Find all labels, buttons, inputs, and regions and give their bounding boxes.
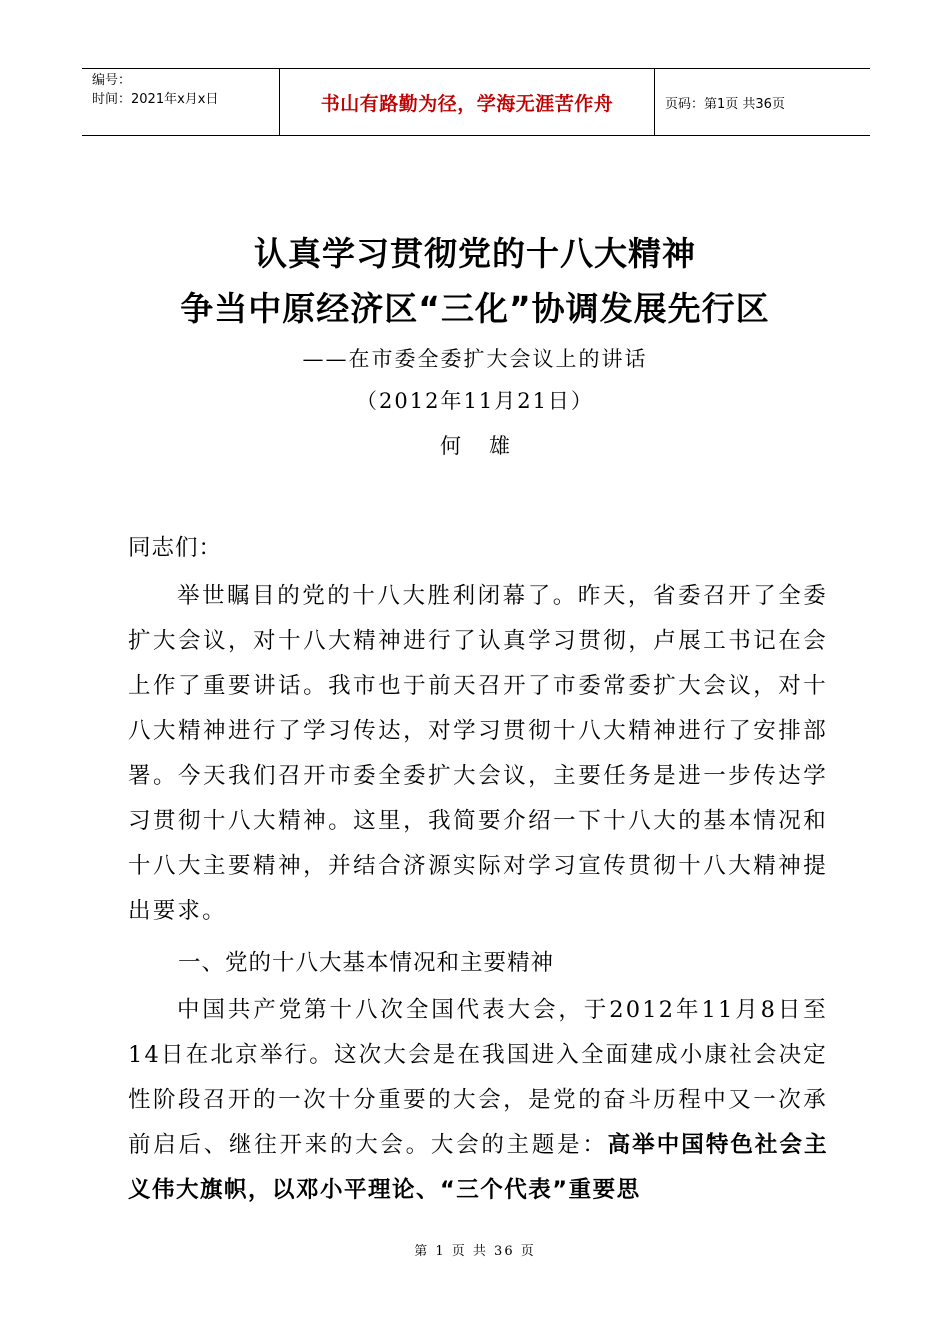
document-date: （2012年11月21日） bbox=[356, 389, 594, 413]
header-page-number: 页码：第1页 共36页 bbox=[665, 96, 785, 112]
date-label: 时间：2021年x月x日 bbox=[92, 92, 219, 107]
document-header bbox=[82, 68, 870, 136]
paragraph-emphasis: 高举中国特色社会主义伟大旗帜，以邓小平理论、“三个代表”重要思 bbox=[128, 1132, 828, 1203]
document-author: 何雄 bbox=[440, 434, 538, 458]
body-paragraph bbox=[128, 988, 828, 1213]
page-footer: 第 1 页 共 36 页 bbox=[414, 1244, 536, 1259]
body-paragraph: 举世瞩目的党的十八大胜利闭幕了。昨天，省委召开了全委扩大会议，对十八大精神进行了认真学习贯彻，卢展工书记在会上作了重要讲话。我市也于前天召开了市委常委扩大会议，对十八大精神进行了学习传达，对学习贯彻十八大精神进行了安排部署。今天我们召开市委全委扩大会议，主要任务是进一步传达学习贯彻十八大精神。这里，我简要介绍一下十八大的基本情况和十八大主要精神，并结合济源实际对学习宣传贯彻十八大精神提出要求。 bbox=[128, 583, 828, 924]
document-subtitle: ——在市委全委扩大会议上的讲话 bbox=[302, 347, 648, 371]
salutation: 同志们： bbox=[128, 535, 223, 561]
serial-number-label: 编号： bbox=[92, 73, 132, 88]
document-title-line2: 争当中原经济区“三化”协调发展先行区 bbox=[180, 289, 770, 328]
header-info-cell bbox=[82, 69, 280, 135]
document-title-line1: 认真学习贯彻党的十八大精神 bbox=[254, 234, 696, 273]
paragraph-text: 中国共产党第十八次全国代表大会，于2012年11月8日至14日在北京举行。这次大会是在我国进入全面建成小康社会决定性阶段召开的一次十分重要的大会，是党的奋斗历程中又一次承前启后、继往开来的大会。大会的主题是： bbox=[128, 997, 828, 1158]
header-motto: 书山有路勤为径，学海无涯苦作舟 bbox=[280, 69, 655, 135]
section-heading: 一、党的十八大基本情况和主要精神 bbox=[178, 950, 555, 976]
